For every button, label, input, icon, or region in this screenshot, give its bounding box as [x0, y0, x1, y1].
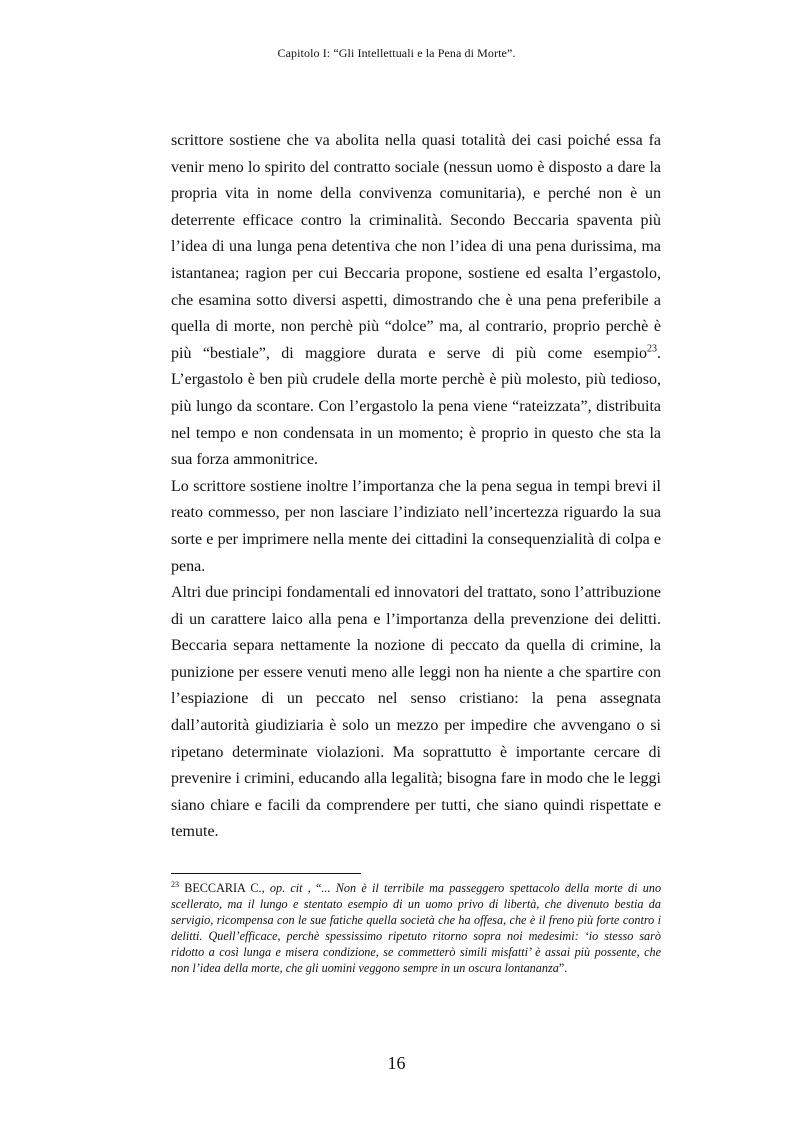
footnote-closing: ”. [558, 961, 568, 975]
running-header: Capitolo I: “Gli Intellettuali e la Pena di Morte”. [277, 46, 516, 60]
footnote-quote: ... Non è il terribile ma passeggero spettacolo della morte di uno scellerato, ma il lungo e stentato esempio di un uomo privo di libertà, che divenuto bestia da servigio, ricompensa con le sue fatiche quella società che ha offesa, che è il freno più forte contro i delitti. Quell’efficace, perchè spessissimo ripetuto ritorno sopra noi medesimi: ‘io stesso sarò ridotto a così lunga e misera condizione, se commetterò simili misfatti’ è assai più possente, che non l’idea della morte, che gli uomini veggono sempre in un oscura lontananza [171, 881, 662, 975]
paragraph-1-text-b: . L’ergastolo è ben più crudele della morte perchè è più molesto, più tedioso, più lungo da scontare. Con l’ergastolo la pena viene “rateizzata”, distribuita nel tempo e non condensata in un momento; è proprio in questo che sta la sua forza ammonitrice. [171, 344, 661, 469]
footnote-separator [171, 873, 361, 874]
paragraph-3: Altri due principi fondamentali ed innovatori del trattato, sono l’attribuzione di un carattere laico alla pena e l’importanza della prevenzione dei delitti. Beccaria separa nettamente la nozione di peccato da quella di crimine, la punizione per essere venuti meno alle leggi non ha niente a che spartire con l’espiazione di un peccato nel senso cristiano: la pena assegnata dall’autorità giudiziaria è solo un mezzo per impedire che avvengano o si ripetano determinate violazioni. Ma soprattutto è importante cercare di prevenire i crimini, educando alla legalità; bisogna fare in modo che le leggi siano chiare e facili da comprendere per tutti, che siano quindi rispettate e temute. [171, 584, 661, 841]
footnote [171, 880, 661, 976]
paragraph-1-text-a: scrittore sostiene che va abolita nella quasi totalità dei casi poiché essa fa venir meno lo spirito del contratto sociale (nessun uomo è disposto a dare la propria vita in nome della convivenza comunitaria), e perché non è un deterrente efficace contro la criminalità. Secondo Beccaria spaventa più l’idea di una lunga pena detentiva che non l’idea di una pena durissima, ma istantanea; ragion per cui Beccaria propone, sostiene ed esalta l’ergastolo, che esamina sotto diversi aspetti, dimostrando che è una pena preferibile a quella di morte, non perchè più “dolce” ma, al contrario, proprio perchè è più “bestiale”, di maggiore durata e serve di più come esempio [171, 132, 661, 362]
footnote-number: 23 [171, 879, 179, 889]
footnote-author: BECCARIA C., [184, 881, 265, 895]
paragraph-2: Lo scrittore sostiene inoltre l’importanza che la pena segua in tempi brevi il reato commesso, per non lasciare l’indiziato nell’incertezza riguardo la sua sorte e per imprimere nella mente dei cittadini la consequenzialità di colpa e pena. [171, 477, 661, 575]
paragraph-1 [171, 128, 661, 474]
footnote-separator-text: , “ [302, 881, 322, 895]
page-number: 16 [387, 1053, 406, 1073]
footnote-source: op. cit [269, 881, 303, 895]
footnote-reference: 23 [647, 343, 657, 355]
main-text [171, 128, 661, 846]
